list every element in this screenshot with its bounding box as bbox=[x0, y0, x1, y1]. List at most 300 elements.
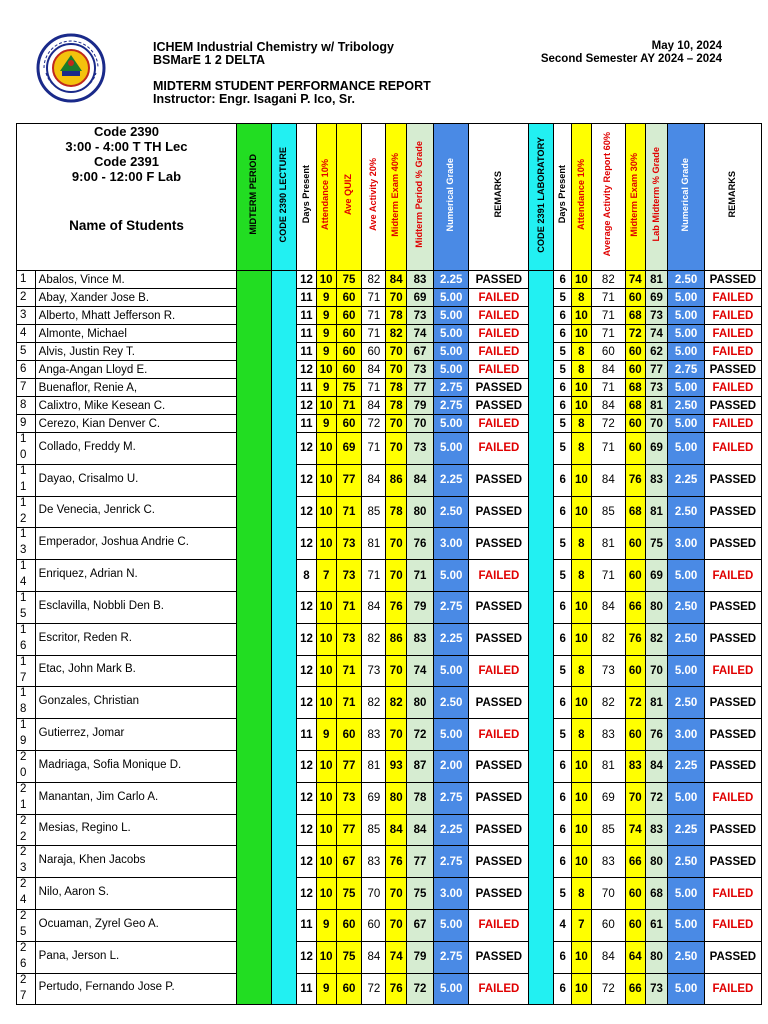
lab-midterm-exam: 60 bbox=[625, 719, 645, 751]
lab-days-present: 6 bbox=[554, 687, 572, 719]
student-name: Emperador, Joshua Andrie C. bbox=[35, 528, 236, 560]
student-name: Anga-Angan Lloyd E. bbox=[35, 361, 236, 379]
table-row bbox=[17, 878, 762, 910]
lab-midterm-exam: 60 bbox=[625, 909, 645, 941]
lab-attendance: 10 bbox=[572, 687, 592, 719]
report-date: May 10, 2024 bbox=[651, 40, 722, 52]
lab-midterm-exam: 74 bbox=[625, 814, 645, 846]
lab-remarks: PASSED bbox=[704, 623, 761, 655]
row-number bbox=[17, 719, 36, 751]
lab-remarks: PASSED bbox=[704, 464, 761, 496]
ave-quiz: 77 bbox=[336, 814, 362, 846]
lab-numerical-grade: 2.50 bbox=[668, 496, 704, 528]
lab-midterm-grade: 82 bbox=[645, 623, 668, 655]
lab-numerical-grade: 5.00 bbox=[668, 655, 704, 687]
row-number-tens: 2 bbox=[20, 814, 27, 827]
midterm-grade: 71 bbox=[407, 560, 434, 592]
ave-activity: 70 bbox=[362, 878, 386, 910]
row-number: 9 bbox=[17, 415, 36, 433]
midterm-grade: 80 bbox=[407, 496, 434, 528]
midterm-exam: 86 bbox=[386, 623, 407, 655]
lab-midterm-grade: 81 bbox=[645, 271, 668, 289]
days-present: 11 bbox=[297, 973, 317, 1005]
days-present-header: Days Present bbox=[297, 124, 317, 271]
lab-remarks: PASSED bbox=[704, 941, 761, 973]
lab-midterm-grade: 80 bbox=[645, 591, 668, 623]
lab-attendance: 8 bbox=[572, 289, 592, 307]
attendance: 10 bbox=[316, 878, 336, 910]
days-present: 11 bbox=[297, 289, 317, 307]
lab-numerical-grade: 2.50 bbox=[668, 846, 704, 878]
lab-numerical-grade: 2.50 bbox=[668, 623, 704, 655]
table-row bbox=[17, 343, 762, 361]
lab-midterm-grade: 70 bbox=[645, 655, 668, 687]
row-number bbox=[17, 433, 36, 465]
lab-midterm-grade: 76 bbox=[645, 719, 668, 751]
student-name: Naraja, Khen Jacobs bbox=[35, 846, 236, 878]
ave-activity: 71 bbox=[362, 433, 386, 465]
lab-attendance: 10 bbox=[572, 325, 592, 343]
table-row bbox=[17, 271, 762, 289]
row-number-tens: 2 bbox=[20, 941, 27, 954]
row-number-ones: 9 bbox=[20, 735, 27, 748]
lab-days-present: 6 bbox=[554, 591, 572, 623]
midterm-exam: 76 bbox=[386, 846, 407, 878]
avg-activity-report: 69 bbox=[591, 782, 625, 814]
ave-quiz: 60 bbox=[336, 343, 362, 361]
attendance: 10 bbox=[316, 496, 336, 528]
row-number bbox=[17, 623, 36, 655]
days-present: 11 bbox=[297, 307, 317, 325]
days-present: 12 bbox=[297, 846, 317, 878]
lab-remarks: PASSED bbox=[704, 750, 761, 782]
row-number-ones: 5 bbox=[20, 925, 27, 938]
ave-quiz: 60 bbox=[336, 361, 362, 379]
remarks: PASSED bbox=[469, 271, 529, 289]
ave-quiz: 71 bbox=[336, 397, 362, 415]
days-present: 11 bbox=[297, 415, 317, 433]
attendance: 7 bbox=[316, 560, 336, 592]
lab-days-present: 5 bbox=[554, 528, 572, 560]
lab-midterm-grade: 68 bbox=[645, 878, 668, 910]
midterm-exam: 78 bbox=[386, 496, 407, 528]
numerical-grade: 5.00 bbox=[434, 343, 469, 361]
lab-remarks: PASSED bbox=[704, 271, 761, 289]
avg-activity-report: 71 bbox=[591, 560, 625, 592]
midterm-grade-header: Midterm Period % Grade bbox=[407, 124, 434, 271]
days-present: 11 bbox=[297, 719, 317, 751]
numerical-grade: 5.00 bbox=[434, 307, 469, 325]
lab-numerical-grade: 5.00 bbox=[668, 782, 704, 814]
lab-attendance: 10 bbox=[572, 846, 592, 878]
student-name: De Venecia, Jenrick C. bbox=[35, 496, 236, 528]
midterm-grade: 84 bbox=[407, 464, 434, 496]
avg-activity-report: 71 bbox=[591, 433, 625, 465]
row-number-tens: 1 bbox=[20, 464, 27, 477]
lab-midterm-grade: 80 bbox=[645, 941, 668, 973]
midterm-exam: 70 bbox=[386, 289, 407, 307]
row-number-tens: 2 bbox=[20, 878, 27, 891]
numerical-grade: 5.00 bbox=[434, 415, 469, 433]
lecture-band bbox=[272, 271, 297, 1005]
lab-midterm-exam: 60 bbox=[625, 560, 645, 592]
midterm-grade: 79 bbox=[407, 941, 434, 973]
row-number-ones: 0 bbox=[20, 449, 27, 461]
table-row bbox=[17, 289, 762, 307]
ave-quiz: 73 bbox=[336, 560, 362, 592]
lab-midterm-exam: 60 bbox=[625, 433, 645, 465]
days-present: 12 bbox=[297, 878, 317, 910]
ave-quiz: 60 bbox=[336, 909, 362, 941]
table-row bbox=[17, 528, 762, 560]
attendance: 9 bbox=[316, 379, 336, 397]
lab-midterm-grade: 61 bbox=[645, 909, 668, 941]
days-present: 12 bbox=[297, 941, 317, 973]
ave-quiz: 71 bbox=[336, 496, 362, 528]
ave-activity: 71 bbox=[362, 307, 386, 325]
lab-numerical-grade-header: Numerical Grade bbox=[668, 124, 704, 271]
lab-days-present: 4 bbox=[554, 909, 572, 941]
days-present: 11 bbox=[297, 379, 317, 397]
lab-days-present: 6 bbox=[554, 941, 572, 973]
table-row bbox=[17, 782, 762, 814]
lab-remarks: PASSED bbox=[704, 719, 761, 751]
attendance: 9 bbox=[316, 973, 336, 1005]
row-number-ones: 3 bbox=[20, 544, 27, 557]
remarks: FAILED bbox=[469, 909, 529, 941]
avg-activity-report: 84 bbox=[591, 361, 625, 379]
lab-remarks: FAILED bbox=[704, 379, 761, 397]
ave-activity: 82 bbox=[362, 687, 386, 719]
lab-numerical-grade: 2.25 bbox=[668, 750, 704, 782]
name-column-header: Name of Students bbox=[69, 218, 184, 233]
midterm-grade: 76 bbox=[407, 528, 434, 560]
row-number-ones: 0 bbox=[20, 766, 27, 779]
row-number bbox=[17, 814, 36, 846]
days-present: 12 bbox=[297, 361, 317, 379]
midterm-grade: 67 bbox=[407, 909, 434, 941]
ave-quiz: 60 bbox=[336, 415, 362, 433]
row-number: 3 bbox=[17, 307, 36, 325]
days-present: 12 bbox=[297, 433, 317, 465]
days-present: 12 bbox=[297, 782, 317, 814]
midterm-exam: 82 bbox=[386, 687, 407, 719]
row-number-ones: 1 bbox=[20, 798, 27, 811]
midterm-exam: 70 bbox=[386, 361, 407, 379]
lab-days-present: 6 bbox=[554, 846, 572, 878]
lab-numerical-grade: 5.00 bbox=[668, 560, 704, 592]
lab-midterm-exam: 64 bbox=[625, 941, 645, 973]
ave-activity: 84 bbox=[362, 397, 386, 415]
ave-activity: 60 bbox=[362, 909, 386, 941]
lab-numerical-grade: 5.00 bbox=[668, 289, 704, 307]
lab-remarks-header: REMARKS bbox=[704, 124, 761, 271]
lab-days-present: 6 bbox=[554, 325, 572, 343]
lab-days-present: 5 bbox=[554, 415, 572, 433]
avg-activity-report: 84 bbox=[591, 941, 625, 973]
student-name: Manantan, Jim Carlo A. bbox=[35, 782, 236, 814]
lab-attendance-header: Attendance 10% bbox=[572, 124, 592, 271]
lab-remarks: PASSED bbox=[704, 846, 761, 878]
ave-activity: 71 bbox=[362, 325, 386, 343]
lab-days-present: 6 bbox=[554, 750, 572, 782]
student-name: Abalos, Vince M. bbox=[35, 271, 236, 289]
lab-attendance: 10 bbox=[572, 814, 592, 846]
midterm-exam: 70 bbox=[386, 433, 407, 465]
lab-midterm-exam: 66 bbox=[625, 846, 645, 878]
lab-attendance: 10 bbox=[572, 464, 592, 496]
attendance: 10 bbox=[316, 433, 336, 465]
row-number: 6 bbox=[17, 361, 36, 379]
row-number bbox=[17, 878, 36, 910]
lab-numerical-grade: 2.50 bbox=[668, 687, 704, 719]
midterm-exam: 93 bbox=[386, 750, 407, 782]
midterm-exam: 70 bbox=[386, 878, 407, 910]
table-row bbox=[17, 941, 762, 973]
lab-numerical-grade: 5.00 bbox=[668, 878, 704, 910]
lab-days-present: 6 bbox=[554, 464, 572, 496]
ave-quiz: 60 bbox=[336, 289, 362, 307]
lab-days-present: 5 bbox=[554, 560, 572, 592]
attendance: 10 bbox=[316, 271, 336, 289]
midterm-exam: 70 bbox=[386, 528, 407, 560]
table-row bbox=[17, 623, 762, 655]
ave-quiz: 71 bbox=[336, 591, 362, 623]
lab-days-present: 5 bbox=[554, 719, 572, 751]
lab-numerical-grade: 3.00 bbox=[668, 719, 704, 751]
row-number bbox=[17, 941, 36, 973]
ave-activity: 73 bbox=[362, 655, 386, 687]
lab-remarks: FAILED bbox=[704, 560, 761, 592]
midterm-exam: 78 bbox=[386, 397, 407, 415]
remarks: PASSED bbox=[469, 846, 529, 878]
lab-attendance: 10 bbox=[572, 782, 592, 814]
attendance: 9 bbox=[316, 289, 336, 307]
days-present: 12 bbox=[297, 655, 317, 687]
student-name: Cerezo, Kian Denver C. bbox=[35, 415, 236, 433]
lab-days-present: 5 bbox=[554, 655, 572, 687]
row-number-ones: 8 bbox=[20, 703, 27, 716]
midterm-exam: 84 bbox=[386, 271, 407, 289]
remarks: PASSED bbox=[469, 782, 529, 814]
lab-days-present: 6 bbox=[554, 623, 572, 655]
attendance: 10 bbox=[316, 528, 336, 560]
lab-midterm-grade: 73 bbox=[645, 307, 668, 325]
lab-attendance: 10 bbox=[572, 623, 592, 655]
ave-quiz-header: Ave QUIZ bbox=[336, 124, 362, 271]
lab-attendance: 10 bbox=[572, 973, 592, 1005]
midterm-grade: 72 bbox=[407, 719, 434, 751]
ave-quiz: 71 bbox=[336, 687, 362, 719]
avg-activity-report: 84 bbox=[591, 591, 625, 623]
lab-midterm-exam: 68 bbox=[625, 379, 645, 397]
midterm-exam: 70 bbox=[386, 655, 407, 687]
midterm-grade: 72 bbox=[407, 973, 434, 1005]
lab-midterm-grade: 70 bbox=[645, 415, 668, 433]
student-name: Dayao, Crisalmo U. bbox=[35, 464, 236, 496]
ave-activity: 69 bbox=[362, 782, 386, 814]
lab-code: Code 2391 bbox=[93, 154, 159, 169]
remarks: FAILED bbox=[469, 719, 529, 751]
lab-numerical-grade: 5.00 bbox=[668, 909, 704, 941]
lab-remarks: FAILED bbox=[704, 415, 761, 433]
avg-activity-report: 81 bbox=[591, 528, 625, 560]
midterm-grade: 69 bbox=[407, 289, 434, 307]
remarks: PASSED bbox=[469, 750, 529, 782]
ave-activity: 83 bbox=[362, 846, 386, 878]
midterm-grade: 84 bbox=[407, 814, 434, 846]
midterm-grade: 67 bbox=[407, 343, 434, 361]
midterm-exam: 70 bbox=[386, 560, 407, 592]
lab-numerical-grade: 5.00 bbox=[668, 379, 704, 397]
ave-activity: 85 bbox=[362, 496, 386, 528]
lab-numerical-grade: 5.00 bbox=[668, 415, 704, 433]
remarks: PASSED bbox=[469, 397, 529, 415]
row-number-tens: 1 bbox=[20, 655, 27, 668]
remarks: FAILED bbox=[469, 415, 529, 433]
lab-remarks: PASSED bbox=[704, 591, 761, 623]
avg-activity-report: 60 bbox=[591, 343, 625, 361]
lab-midterm-exam: 60 bbox=[625, 289, 645, 307]
remarks: PASSED bbox=[469, 878, 529, 910]
ave-quiz: 75 bbox=[336, 379, 362, 397]
numerical-grade: 2.50 bbox=[434, 687, 469, 719]
row-number-tens: 2 bbox=[20, 846, 27, 859]
midterm-grade: 80 bbox=[407, 687, 434, 719]
numerical-grade: 5.00 bbox=[434, 909, 469, 941]
midterm-grade: 70 bbox=[407, 415, 434, 433]
attendance: 9 bbox=[316, 719, 336, 751]
lab-midterm-exam: 72 bbox=[625, 325, 645, 343]
avg-activity-report: 71 bbox=[591, 325, 625, 343]
midterm-grade: 75 bbox=[407, 878, 434, 910]
lecture-header: CODE 2390 LECTURE bbox=[272, 124, 297, 271]
lab-midterm-exam-header: Midterm Exam 30% bbox=[625, 124, 645, 271]
table-row bbox=[17, 750, 762, 782]
avg-activity-report: 82 bbox=[591, 271, 625, 289]
ave-activity: 72 bbox=[362, 973, 386, 1005]
row-number-tens: 2 bbox=[20, 782, 27, 795]
attendance: 9 bbox=[316, 415, 336, 433]
lab-attendance: 8 bbox=[572, 343, 592, 361]
row-number-ones: 5 bbox=[20, 607, 27, 620]
lab-midterm-grade: 73 bbox=[645, 379, 668, 397]
lab-numerical-grade: 2.25 bbox=[668, 814, 704, 846]
lecture-code: Code 2390 bbox=[93, 124, 159, 139]
midterm-grade: 73 bbox=[407, 361, 434, 379]
numerical-grade: 2.00 bbox=[434, 750, 469, 782]
ave-activity: 85 bbox=[362, 814, 386, 846]
lab-attendance: 10 bbox=[572, 307, 592, 325]
row-number-tens: 1 bbox=[20, 496, 27, 509]
avg-activity-report: 71 bbox=[591, 379, 625, 397]
remarks: PASSED bbox=[469, 687, 529, 719]
row-number bbox=[17, 909, 36, 941]
table-row bbox=[17, 909, 762, 941]
days-present: 12 bbox=[297, 687, 317, 719]
lab-midterm-grade: 81 bbox=[645, 397, 668, 415]
row-number bbox=[17, 655, 36, 687]
table-row bbox=[17, 814, 762, 846]
lab-midterm-exam: 68 bbox=[625, 307, 645, 325]
lab-attendance: 10 bbox=[572, 379, 592, 397]
midterm-exam: 80 bbox=[386, 782, 407, 814]
remarks: PASSED bbox=[469, 528, 529, 560]
lab-midterm-grade: 81 bbox=[645, 496, 668, 528]
row-number-tens: 1 bbox=[20, 687, 27, 700]
lecture-time: 3:00 - 4:00 T TH Lec bbox=[65, 139, 188, 154]
avg-activity-report: 71 bbox=[591, 289, 625, 307]
row-number-tens: 2 bbox=[20, 909, 27, 922]
row-number-tens: 1 bbox=[20, 433, 27, 445]
ave-quiz: 71 bbox=[336, 655, 362, 687]
lab-numerical-grade: 5.00 bbox=[668, 433, 704, 465]
ave-activity: 81 bbox=[362, 750, 386, 782]
ave-quiz: 75 bbox=[336, 941, 362, 973]
numerical-grade: 5.00 bbox=[434, 433, 469, 465]
lab-days-present: 5 bbox=[554, 343, 572, 361]
lab-midterm-exam: 60 bbox=[625, 361, 645, 379]
attendance: 10 bbox=[316, 814, 336, 846]
lab-midterm-grade: 81 bbox=[645, 687, 668, 719]
numerical-grade: 2.75 bbox=[434, 379, 469, 397]
lab-remarks: FAILED bbox=[704, 909, 761, 941]
row-number-ones: 7 bbox=[20, 671, 27, 684]
midterm-exam-header: Midterm Exam 40% bbox=[386, 124, 407, 271]
midterm-exam: 76 bbox=[386, 591, 407, 623]
attendance: 10 bbox=[316, 361, 336, 379]
row-number-ones: 6 bbox=[20, 957, 27, 970]
row-number: 4 bbox=[17, 325, 36, 343]
lab-midterm-exam: 68 bbox=[625, 397, 645, 415]
midterm-grade: 73 bbox=[407, 307, 434, 325]
ave-activity-header: Ave Activity 20% bbox=[362, 124, 386, 271]
lab-numerical-grade: 5.00 bbox=[668, 325, 704, 343]
lab-midterm-exam: 68 bbox=[625, 496, 645, 528]
table-row bbox=[17, 591, 762, 623]
numerical-grade: 2.75 bbox=[434, 846, 469, 878]
lab-days-present: 6 bbox=[554, 782, 572, 814]
table-row bbox=[17, 325, 762, 343]
ave-activity: 84 bbox=[362, 941, 386, 973]
ave-quiz: 75 bbox=[336, 271, 362, 289]
row-number-ones: 3 bbox=[20, 862, 27, 875]
avg-activity-report: 82 bbox=[591, 687, 625, 719]
avg-activity-report: 84 bbox=[591, 397, 625, 415]
student-name: Calixtro, Mike Kesean C. bbox=[35, 397, 236, 415]
lab-days-present-header: Days Present bbox=[554, 124, 572, 271]
numerical-grade: 2.25 bbox=[434, 814, 469, 846]
row-number-tens: 1 bbox=[20, 623, 27, 636]
remarks: FAILED bbox=[469, 973, 529, 1005]
attendance: 9 bbox=[316, 909, 336, 941]
avg-activity-report: 85 bbox=[591, 814, 625, 846]
midterm-grade: 73 bbox=[407, 433, 434, 465]
lab-days-present: 5 bbox=[554, 433, 572, 465]
lab-remarks: PASSED bbox=[704, 814, 761, 846]
college-seal-logo bbox=[36, 33, 106, 103]
numerical-grade: 2.75 bbox=[434, 591, 469, 623]
table-row bbox=[17, 655, 762, 687]
student-name: Escritor, Reden R. bbox=[35, 623, 236, 655]
lab-numerical-grade: 5.00 bbox=[668, 307, 704, 325]
numerical-grade: 3.00 bbox=[434, 528, 469, 560]
ave-quiz: 60 bbox=[336, 325, 362, 343]
lab-remarks: FAILED bbox=[704, 878, 761, 910]
avg-activity-report: 81 bbox=[591, 750, 625, 782]
lab-midterm-grade: 73 bbox=[645, 973, 668, 1005]
avg-activity-report: 82 bbox=[591, 623, 625, 655]
